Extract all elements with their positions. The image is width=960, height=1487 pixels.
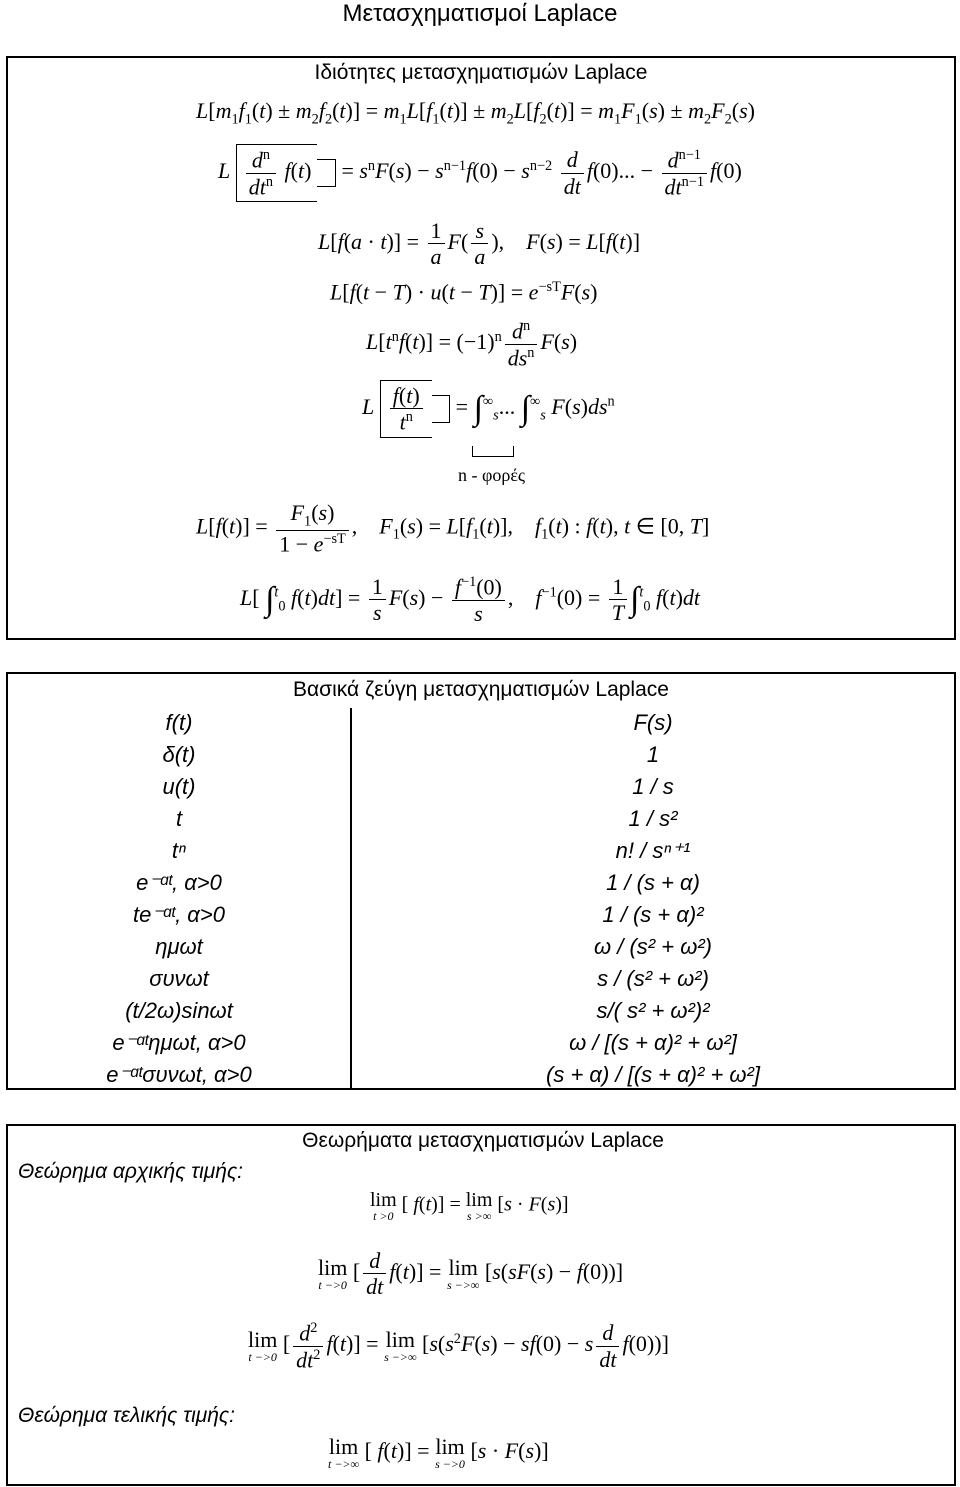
cell-f: δ(t): [162, 742, 196, 767]
cell-F: 1 / (s + α)²: [602, 902, 704, 927]
final-value-label: Θεώρημα τελικής τιμής:: [18, 1404, 235, 1427]
derivative-formula: L $\frac{d^n}{dt^n}$ $f(t) = s^nF(s) - s^{n-1}f(0) - s^{n-2}$ $\frac{d}{dt}$ f(0)... − $\frac{d^{n-1}}{dt^{n-1}}$ f(0): [218, 144, 742, 202]
final-value-formula: lim t −>∞ [ f(t)] = lim s −>0 [s · F(s)]: [328, 1434, 549, 1471]
table-row: [8, 836, 954, 868]
cell-f: t: [175, 806, 183, 831]
table-row: [8, 1028, 954, 1060]
time-shift-formula: $L[f(t - T) \cdot u(t - T)] = e^{-sT}F(s)$: [330, 279, 598, 305]
cell-f: u(t): [162, 774, 196, 799]
table-row: [8, 932, 954, 964]
cell-f: συνωt: [149, 966, 209, 991]
cell-F: s / (s² + ω²): [597, 966, 709, 991]
cell-f: e⁻ᵅᵗημωt, α>0: [112, 1030, 246, 1055]
page-title: Μετασχηματισμοί Laplace: [342, 0, 618, 27]
column-header-f: f(t): [165, 710, 193, 735]
theorems-heading: Θεωρήματα μετασχηματισμών Laplace: [302, 1129, 664, 1152]
table-row: [8, 996, 954, 1028]
cell-F: 1: [646, 742, 660, 767]
table-row: [8, 1060, 954, 1092]
cell-f: (t/2ω)sinωt: [125, 998, 233, 1023]
n-times-label: n - φορές: [458, 465, 526, 485]
cell-F: (s + α) / [(s + α)² + ω²]: [546, 1062, 760, 1087]
table-row: [8, 964, 954, 996]
cell-F: ω / [(s + α)² + ω²]: [569, 1030, 737, 1055]
cell-F: 1 / s²: [628, 806, 678, 831]
table-row: [8, 772, 954, 804]
linearity-formula: $L[m_1f_1(t) \pm m_2f_2(t)] = m_1L[f_1(t)] \pm m_2L[f_2(t)] = m_1F_1(s) \pm m_2F_2(s)$: [196, 98, 755, 128]
laplace-pairs-table: [6, 672, 956, 1090]
pairs-heading: Βασικά ζεύγη μετασχηματισμών Laplace: [293, 678, 669, 701]
periodic-formula: L[f(t)] = $\frac{F_1(s)}{1 - e^{-sT}}$ , $F_1(s) = L[f_1(t)]$, $f_1(t)$ : f(t), t ∈ [0, T]: [196, 500, 710, 557]
cell-F: 1 / s: [632, 774, 674, 799]
multiply-tn-formula: $L[t^nf(t)] = (-1)^n$ $\frac{d^n}{ds^n}$ F(s): [366, 318, 578, 370]
initial-value-formula: lim t >0 [ f(t)] = lim s >∞ [s · F(s)]: [370, 1189, 569, 1223]
cell-F: s/( s² + ω²)²: [596, 998, 710, 1023]
table-row: [8, 900, 954, 932]
properties-heading: Ιδιότητες μετασχηματισμών Laplace: [314, 61, 648, 84]
integral-formula: L[ ∫$^t_0$ f(t)dt] = $\frac{1}{s}$ F(s) − $\frac{f^{-1}(0)}{s}$ , $f^{-1}(0)$ = $\frac{1}{T}$ ∫$^t_0$ f(t)dt: [240, 574, 701, 626]
table-row: [8, 804, 954, 836]
cell-f: te⁻ᵅᵗ, α>0: [133, 902, 225, 927]
table-row: [8, 740, 954, 772]
cell-F: n! / sⁿ⁺¹: [615, 838, 691, 863]
column-header-F: F(s): [633, 710, 673, 735]
table-header-row: [8, 708, 954, 740]
cell-F: ω / (s² + ω²): [594, 934, 712, 959]
cell-f: e⁻ᵅᵗσυνωt, α>0: [106, 1062, 252, 1087]
cell-f: e⁻ᵅᵗ, α>0: [136, 870, 222, 895]
initial-second-derivative-formula: lim t −>0 [ $\frac{d^2}{dt^2}$ f(t)] = lim s −>∞ [$s(s^2F(s) - sf(0) - s$ $\frac{d}{dt}$ f(0))]: [248, 1320, 669, 1372]
n-times-bracket: [472, 446, 514, 457]
initial-value-label: Θεώρημα αρχικής τιμής:: [18, 1160, 243, 1183]
table-row: [8, 868, 954, 900]
divide-tn-formula: L $\frac{f(t)}{t^n}$ = $\int^\infty_s$... $\int^\infty_s$ $F(s)ds^n$: [362, 380, 615, 438]
cell-F: 1 / (s + α): [606, 870, 700, 895]
cell-f: ημωt: [155, 934, 203, 959]
cell-f: tⁿ: [171, 838, 187, 863]
initial-derivative-formula: lim t −>0 [ $\frac{d}{dt}$ f(t)] = lim s −>∞ [s(sF(s) − f(0))]: [318, 1248, 624, 1300]
scaling-formula: L[f(a · t)] = $\frac{1}{a}$ F( $\frac{s}{a}$ ), F(s) = L[f(t)]: [318, 218, 641, 270]
